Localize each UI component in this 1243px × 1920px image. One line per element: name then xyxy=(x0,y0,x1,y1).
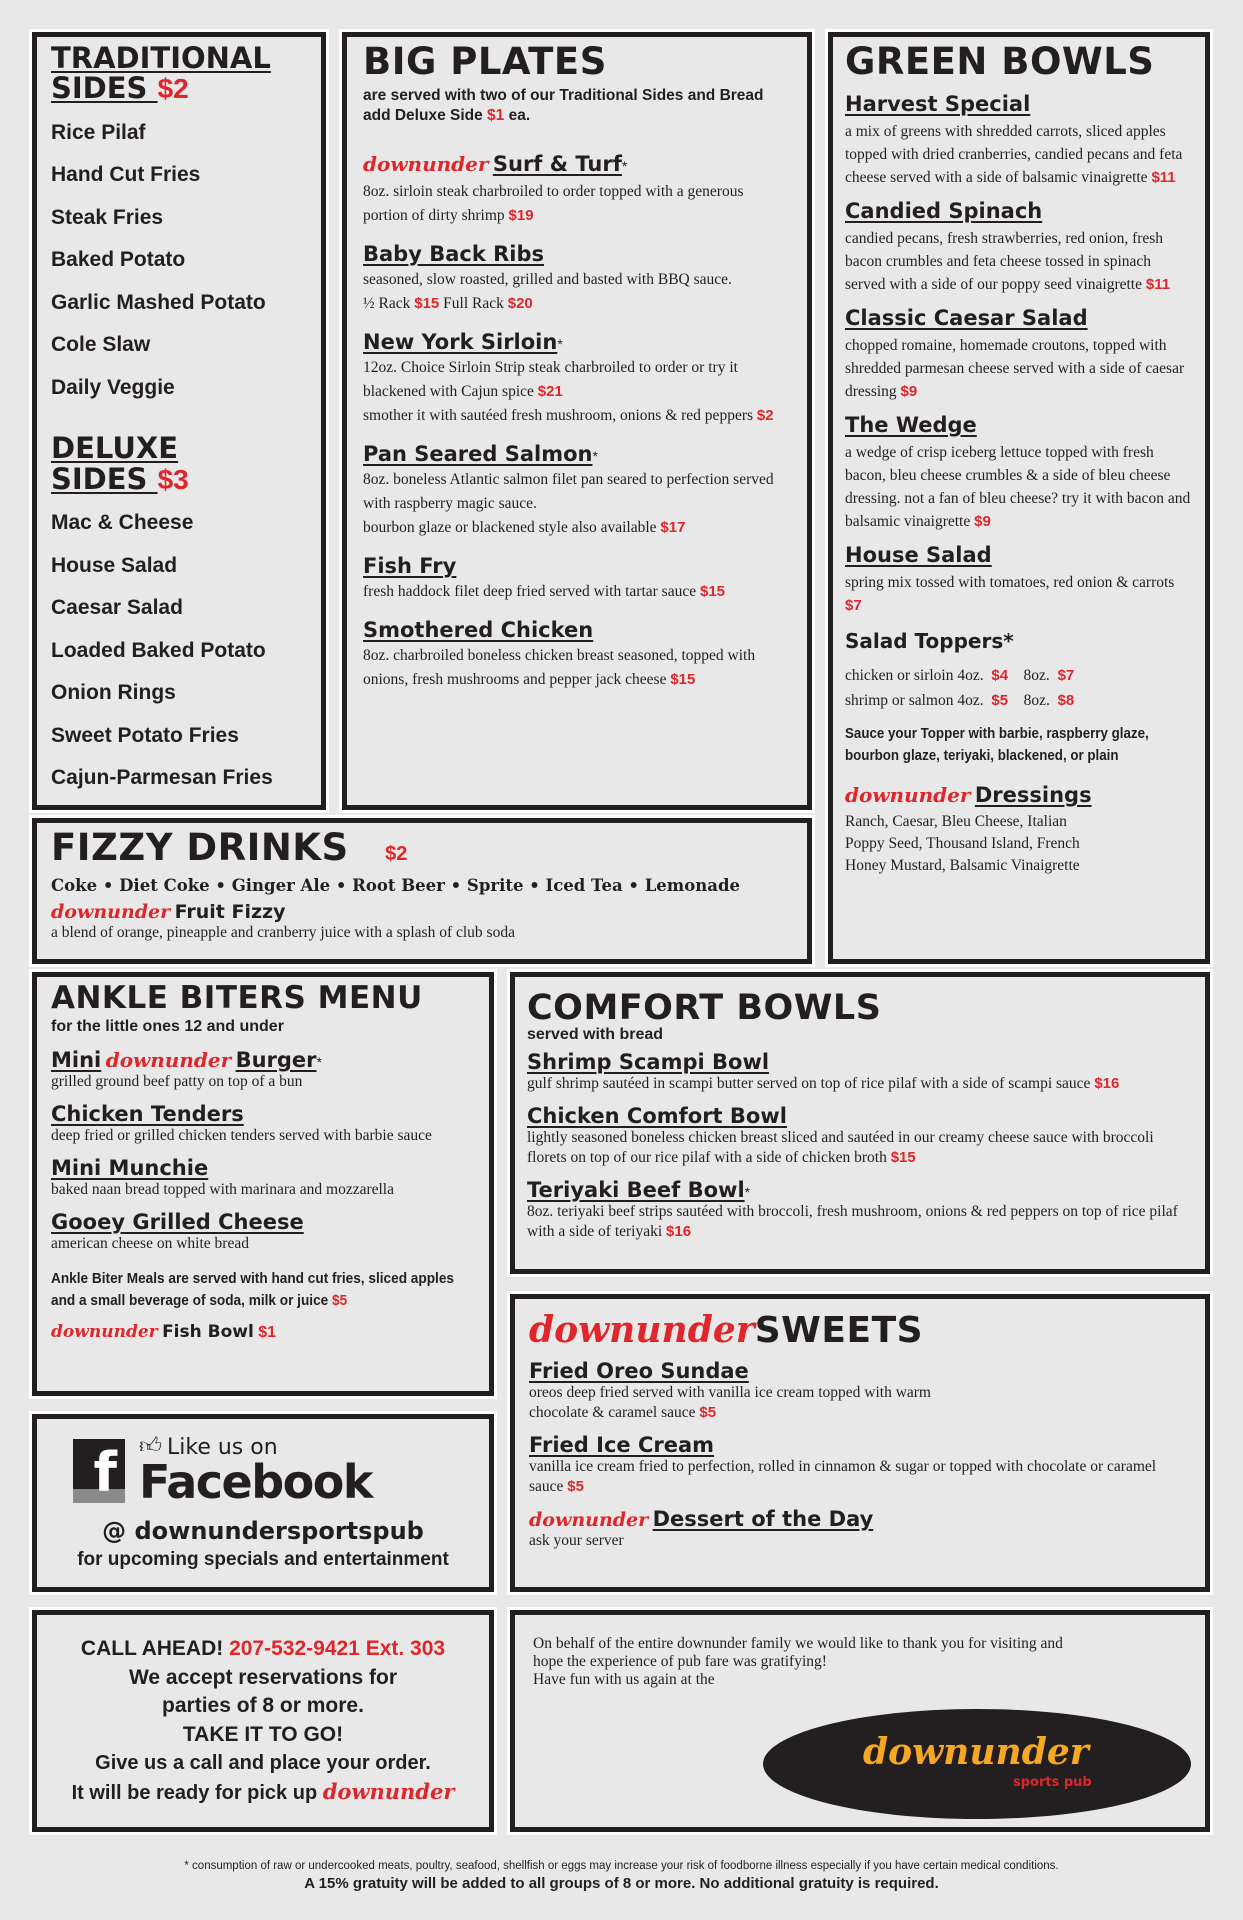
menu-item-classic-caesar: Classic Caesar Salad chopped romaine, homemade croutons, topped with shredded parmesan cheese served with a side of caesar dressing $9 xyxy=(845,306,1185,400)
call-ahead-panel xyxy=(32,1610,494,1832)
deluxe-sides-price: $3 xyxy=(157,463,189,495)
deluxe-sides-list xyxy=(51,502,307,800)
dressings-title: downunder Dressings xyxy=(845,783,1092,807)
facebook-tagline: for upcoming specials and entertainment xyxy=(77,1549,449,1570)
menu-item-chicken-comfort: Chicken Comfort Bowl lightly seasoned boneless chicken breast sliced and sautéed in our creamy cheese sauce with broccoli florets on top of our rice pilaf with a side of chicken broth $15 xyxy=(527,1104,1154,1166)
party-size-line: parties of 8 or more. xyxy=(162,1694,364,1717)
drinks-list: Coke • Diet Coke • Ginger Ale • Root Beer • Sprite • Iced Tea • Lemonade xyxy=(51,876,740,895)
list-item: Daily Veggie xyxy=(51,375,175,399)
toppers-note: Sauce your Topper with barbie, raspberry glaze, bourbon glaze, teriyaki, blackened, or plain xyxy=(845,726,1149,764)
pickup-line: It will be ready for pick up downunder xyxy=(71,1778,455,1804)
menu-item-mini-munchie: Mini Munchie baked naan bread topped with marinara and mozzarella xyxy=(51,1156,394,1198)
take-it-to-go-line: TAKE IT TO GO! xyxy=(182,1722,344,1746)
fruit-fizzy-title: downunder Fruit Fizzy xyxy=(51,901,286,923)
list-item: Caesar Salad xyxy=(51,596,183,620)
gratuity-text: A 15% gratuity will be added to all groups of 8 or more. No additional gratuity is required. xyxy=(304,1875,939,1892)
menu-item-candied-spinach: Candied Spinach candied pecans, fresh strawberries, red onion, fresh bacon crumbles and feta cheese tossed in spinach served with a side of our poppy seed vinaigrette $11 xyxy=(845,199,1171,293)
menu-item-baby-back-ribs: Baby Back Ribs seasoned, slow roasted, grilled and basted with BBQ sauce. ½ Rack $15 Full Rack $20 xyxy=(363,242,732,312)
facebook-panel xyxy=(32,1414,494,1592)
facebook-logo-icon: f xyxy=(73,1439,125,1503)
dressings-list: Ranch, Caesar, Bleu Cheese, Italian Poppy Seed, Thousand Island, French Honey Mustard, Balsamic Vinaigrette xyxy=(845,813,1080,874)
facebook-handle[interactable]: @ downundersportspub xyxy=(102,1517,424,1545)
fizzy-drinks-price: $2 xyxy=(385,843,408,865)
list-item: Baked Potato xyxy=(51,248,186,272)
green-bowls-title: GREEN BOWLS xyxy=(845,40,1155,83)
big-plates-title: BIG PLATES xyxy=(363,40,607,83)
call-ahead-line: CALL AHEAD! 207-532-9421 Ext. 303 xyxy=(80,1637,446,1660)
list-item: Steak Fries xyxy=(51,205,164,229)
fizzy-drinks-title: FIZZY DRINKS xyxy=(51,826,349,869)
comfort-bowls-subtitle: served with bread xyxy=(527,1026,664,1043)
ankle-biters-title: ANKLE BITERS MENU xyxy=(51,980,423,1016)
reservations-line: We accept reservations for xyxy=(128,1665,398,1689)
list-item: Sweet Potato Fries xyxy=(51,723,239,747)
list-item: Loaded Baked Potato xyxy=(51,638,266,662)
footer xyxy=(0,1860,1243,1892)
menu-item-dessert-of-the-day: downunder Dessert of the Day ask your server xyxy=(529,1507,874,1549)
green-bowls-panel xyxy=(828,32,1210,964)
list-item: Garlic Mashed Potato xyxy=(51,290,266,314)
menu-item-gooey-grilled-cheese: Gooey Grilled Cheese american cheese on white bread xyxy=(51,1210,304,1252)
thumbs-up-icon: 👍︎ xyxy=(139,1433,162,1458)
traditional-sides-price: $2 xyxy=(157,73,189,105)
fizzy-drinks-panel xyxy=(32,818,812,964)
menu-item-new-york-sirloin: New York Sirloin* 12oz. Choice Sirloin Strip steak charbroiled to order or try it blackened with Cajun spice $21 smother it with sautéed fresh mushroom, onions & red peppers $2 xyxy=(363,330,774,424)
sweets-panel xyxy=(510,1294,1210,1592)
menu-item-fried-oreo: Fried Oreo Sundae oreos deep fried served with vanilla ice cream topped with warm chocolate & caramel sauce $5 xyxy=(529,1359,931,1421)
thanks-panel xyxy=(510,1610,1210,1832)
list-item: Cole Slaw xyxy=(51,333,151,357)
list-item: Onion Rings xyxy=(51,681,176,705)
menu-item-harvest-special: Harvest Special a mix of greens with shredded carrots, sliced apples topped with dried cranberries, candied pecans and feta cheese served with a side of balsamic vinaigrette $11 xyxy=(845,92,1183,186)
menu-item-fried-ice-cream: Fried Ice Cream vanilla ice cream fried to perfection, rolled in cinnamon & sugar or topped with chocolate or caramel sauce $5 xyxy=(529,1433,1157,1495)
traditional-sides-title: TRADITIONAL SIDES $2 xyxy=(51,41,271,106)
big-plates-subtitle: are served with two of our Traditional Sides and Bread add Deluxe Side $1 ea. xyxy=(363,87,764,124)
list-item: chicken or sirloin 4oz. $4 8oz. $7 xyxy=(845,667,1075,684)
menu-item-chicken-tenders: Chicken Tenders deep fried or grilled chicken tenders served with barbie sauce xyxy=(51,1102,432,1144)
menu-item-shrimp-scampi: Shrimp Scampi Bowl gulf shrimp sautéed in scampi butter served on top of rice pilaf with a side of scampi sauce $16 xyxy=(527,1050,1120,1092)
deluxe-sides-title: DELUXE SIDES $3 xyxy=(51,431,189,496)
list-item: Hand Cut Fries xyxy=(51,163,201,187)
salad-toppers-list xyxy=(845,663,1193,713)
sides-panel xyxy=(32,32,326,810)
comfort-bowls-title: COMFORT BOWLS xyxy=(527,988,882,1028)
menu-item-fish-fry: Fish Fry fresh haddock filet deep fried served with tartar sauce $15 xyxy=(363,554,726,600)
menu-item-pan-seared-salmon: Pan Seared Salmon* 8oz. boneless Atlantic salmon filet pan seared to perfection served with raspberry magic sauce. bourbon glaze or blackened style also available $17 xyxy=(363,442,774,536)
salad-toppers-title: Salad Toppers* xyxy=(845,629,1014,653)
menu-item-smothered-chicken: Smothered Chicken 8oz. charbroiled boneless chicken breast seasoned, topped with onions, fresh mushrooms and pepper jack cheese $15 xyxy=(363,618,756,688)
list-item: House Salad xyxy=(51,553,178,577)
list-item: shrimp or salmon 4oz. $5 8oz. $8 xyxy=(845,692,1075,709)
call-order-line: Give us a call and place your order. xyxy=(95,1752,431,1774)
menu-item-house-salad: House Salad spring mix tossed with tomatoes, red onion & carrots $7 xyxy=(845,543,1175,614)
list-item: Cajun-Parmesan Fries xyxy=(51,766,273,790)
menu-item-surf-turf: downunder Surf & Turf* 8oz. sirloin steak charbroiled to order topped with a generous portion of dirty shrimp $19 xyxy=(363,152,744,224)
list-item: Rice Pilaf xyxy=(51,120,146,144)
fruit-fizzy-desc: a blend of orange, pineapple and cranberry juice with a splash of club soda xyxy=(51,924,515,941)
thanks-text: On behalf of the entire downunder family we would like to thank you for visiting and hope the experience of pub fare was gratifying! Have fun with us again at the xyxy=(533,1635,1063,1688)
downunder-logo: downunder sports pub xyxy=(763,1709,1191,1819)
menu-item-teriyaki-beef: Teriyaki Beef Bowl* 8oz. teriyaki beef strips sautéed with broccoli, fresh mushroom, onions & red peppers on top of rice pilaf with a side of teriyaki $16 xyxy=(527,1178,1178,1240)
facebook-wordmark: Facebook xyxy=(139,1455,372,1509)
menu-item-the-wedge: The Wedge a wedge of crisp iceberg lettuce topped with fresh bacon, bleu cheese crumbles & a side of bleu cheese dressing. not a fan of bleu cheese? try it with bacon and balsamic vinaigrette $9 xyxy=(845,413,1191,530)
ankle-biters-note: Ankle Biter Meals are served with hand cut fries, sliced apples and a small beverage of soda, milk or juice $5 xyxy=(51,1271,454,1309)
list-item: Mac & Cheese xyxy=(51,511,194,535)
ankle-biters-subtitle: for the little ones 12 and under xyxy=(51,1018,284,1035)
comfort-bowls-panel xyxy=(510,972,1210,1274)
traditional-sides-list xyxy=(51,112,307,410)
phone-number[interactable]: 207-532-9421 Ext. 303 xyxy=(229,1637,446,1660)
disclaimer-text: * consumption of raw or undercooked meats, poultry, seafood, shellfish or eggs may increase your risk of foodborne illness especially if you have certain medical conditions. xyxy=(184,1860,1059,1872)
ankle-biters-panel xyxy=(32,972,494,1396)
big-plates-panel xyxy=(342,32,812,810)
fish-bowl-item: downunder Fish Bowl $1 xyxy=(51,1322,277,1342)
menu-item-mini-burger: Mini downunder Burger* grilled ground beef patty on top of a bun xyxy=(51,1048,322,1090)
like-us-text: Like us on xyxy=(167,1435,278,1460)
sweets-title: downunderSWEETS xyxy=(529,1309,924,1351)
